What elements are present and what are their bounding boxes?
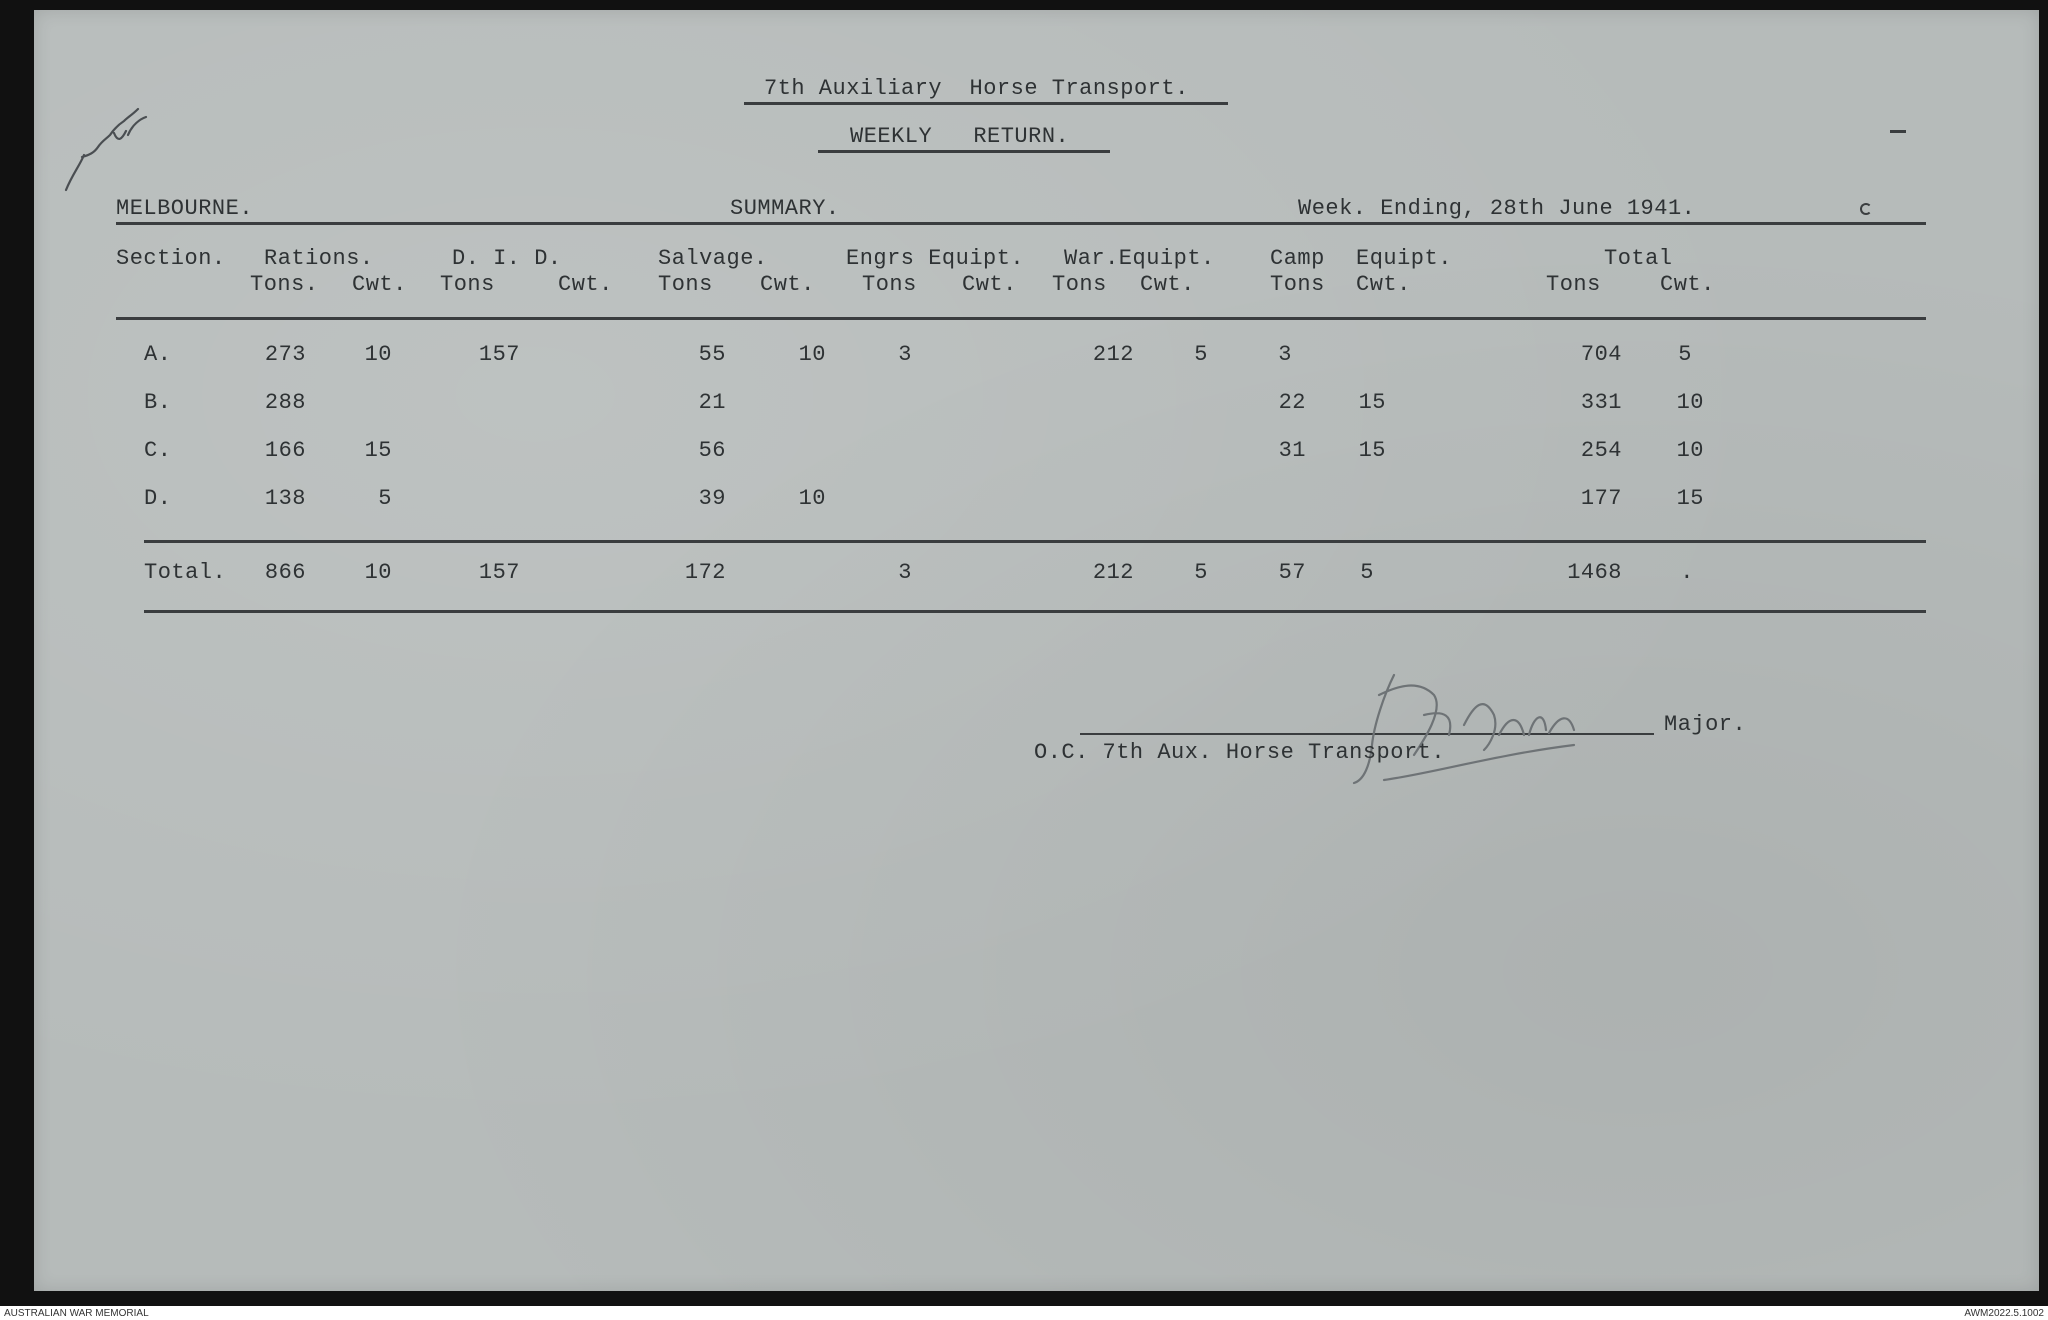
- subheader-did-cwt: Cwt.: [558, 272, 613, 297]
- edge-mark: [1890, 130, 1906, 133]
- cell-rations-cwt: 5: [378, 486, 392, 511]
- subheader-war-tons: Tons: [1052, 272, 1107, 297]
- signature-title: O.C. 7th Aux. Horse Transport.: [1034, 740, 1446, 765]
- cell-rations-tons: 288: [264, 390, 306, 415]
- table-row-section: B.: [144, 390, 172, 415]
- subheader-salvage-tons: Tons: [658, 272, 713, 297]
- cell-camp-tons: 31: [1278, 438, 1306, 463]
- col-header-did: D. I. D.: [452, 246, 562, 271]
- subheader-rations-cwt: Cwt.: [352, 272, 407, 297]
- total-camp-cwt: 5: [1360, 560, 1374, 585]
- subheader-engrs-cwt: Cwt.: [962, 272, 1017, 297]
- subtitle-underline: [818, 150, 1110, 153]
- table-row-section: C.: [144, 438, 172, 463]
- cell-camp-tons: 3: [1278, 342, 1292, 367]
- cell-camp-cwt: 15: [1358, 438, 1386, 463]
- cell-rations-tons: 138: [264, 486, 306, 511]
- location-label: MELBOURNE.: [116, 196, 254, 221]
- document-sheet: [34, 10, 2039, 1291]
- total-camp-tons: 57: [1278, 560, 1306, 585]
- cell-salvage-tons: 55: [698, 342, 726, 367]
- cell-camp-tons: 22: [1278, 390, 1306, 415]
- cell-salvage-tons: 56: [698, 438, 726, 463]
- total-did-tons: 157: [478, 560, 520, 585]
- cell-total-cwt: 10: [1676, 438, 1704, 463]
- subheader-camp-tons: Tons: [1270, 272, 1325, 297]
- cell-rations-cwt: 15: [364, 438, 392, 463]
- cell-salvage-cwt: 10: [798, 486, 826, 511]
- cell-engrs-tons: 3: [898, 342, 912, 367]
- title-underline: [744, 102, 1228, 105]
- cell-salvage-tons: 39: [698, 486, 726, 511]
- subheader-total-cwt: Cwt.: [1660, 272, 1715, 297]
- document-title: 7th Auxiliary Horse Transport.: [764, 76, 1189, 101]
- cell-rations-cwt: 10: [364, 342, 392, 367]
- total-salvage-tons: 172: [684, 560, 726, 585]
- cell-total-tons: 254: [1580, 438, 1622, 463]
- col-header-engrs: Engrs Equipt.: [846, 246, 1025, 271]
- col-header-salvage: Salvage.: [658, 246, 768, 271]
- subheader-camp-cwt: Cwt.: [1356, 272, 1411, 297]
- cell-war-tons: 212: [1092, 342, 1134, 367]
- total-total-tons: 1468: [1567, 560, 1622, 585]
- cell-total-tons: 704: [1580, 342, 1622, 367]
- total-row-label: Total.: [144, 560, 227, 585]
- cell-camp-cwt: 15: [1358, 390, 1386, 415]
- col-header-section: Section.: [116, 246, 226, 271]
- table-total-rule: [144, 540, 1926, 543]
- cell-rations-tons: 166: [264, 438, 306, 463]
- total-rations-cwt: 10: [364, 560, 392, 585]
- handwritten-margin-note: [54, 95, 164, 205]
- cell-salvage-tons: 21: [698, 390, 726, 415]
- document-subtitle: WEEKLY RETURN.: [850, 124, 1070, 149]
- total-war-tons: 212: [1092, 560, 1134, 585]
- total-war-cwt: 5: [1194, 560, 1208, 585]
- col-header-camp: Camp: [1270, 246, 1325, 271]
- cell-did-tons: 157: [478, 342, 520, 367]
- subheader-war-cwt: Cwt.: [1140, 272, 1195, 297]
- cell-total-cwt: 15: [1676, 486, 1704, 511]
- cell-war-cwt: 5: [1194, 342, 1208, 367]
- cell-total-tons: 177: [1580, 486, 1622, 511]
- signature-handwriting: [1324, 655, 1604, 795]
- footer-accession-number: AWM2022.5.1002: [1964, 1308, 2044, 1319]
- table-header-rule: [116, 317, 1926, 320]
- subheader-engrs-tons: Tons: [862, 272, 917, 297]
- total-rations-tons: 866: [264, 560, 306, 585]
- edge-mark: [1860, 203, 1872, 215]
- cell-rations-tons: 273: [264, 342, 306, 367]
- subheader-total-tons: Tons: [1546, 272, 1601, 297]
- cell-total-cwt: 10: [1676, 390, 1704, 415]
- total-engrs-tons: 3: [898, 560, 912, 585]
- summary-label: SUMMARY.: [730, 196, 840, 221]
- col-header-war: War.Equipt.: [1064, 246, 1215, 271]
- col-header-camp-equipt: Equipt.: [1356, 246, 1452, 271]
- week-ending-label: Week. Ending, 28th June 1941.: [1298, 196, 1696, 221]
- cell-total-tons: 331: [1580, 390, 1622, 415]
- footer-credit: AUSTRALIAN WAR MEMORIAL: [4, 1308, 149, 1319]
- subheader-salvage-cwt: Cwt.: [760, 272, 815, 297]
- cell-salvage-cwt: 10: [798, 342, 826, 367]
- header-rule: [116, 222, 1926, 225]
- total-total-cwt: .: [1680, 560, 1694, 585]
- col-header-rations: Rations.: [264, 246, 374, 271]
- subheader-did-tons: Tons: [440, 272, 495, 297]
- col-header-total: Total: [1604, 246, 1673, 271]
- subheader-rations-tons: Tons.: [250, 272, 319, 297]
- table-bottom-rule: [144, 610, 1926, 613]
- signature-rank: Major.: [1664, 712, 1747, 737]
- table-row-section: D.: [144, 486, 172, 511]
- cell-total-cwt: 5: [1678, 342, 1692, 367]
- table-row-section: A.: [144, 342, 172, 367]
